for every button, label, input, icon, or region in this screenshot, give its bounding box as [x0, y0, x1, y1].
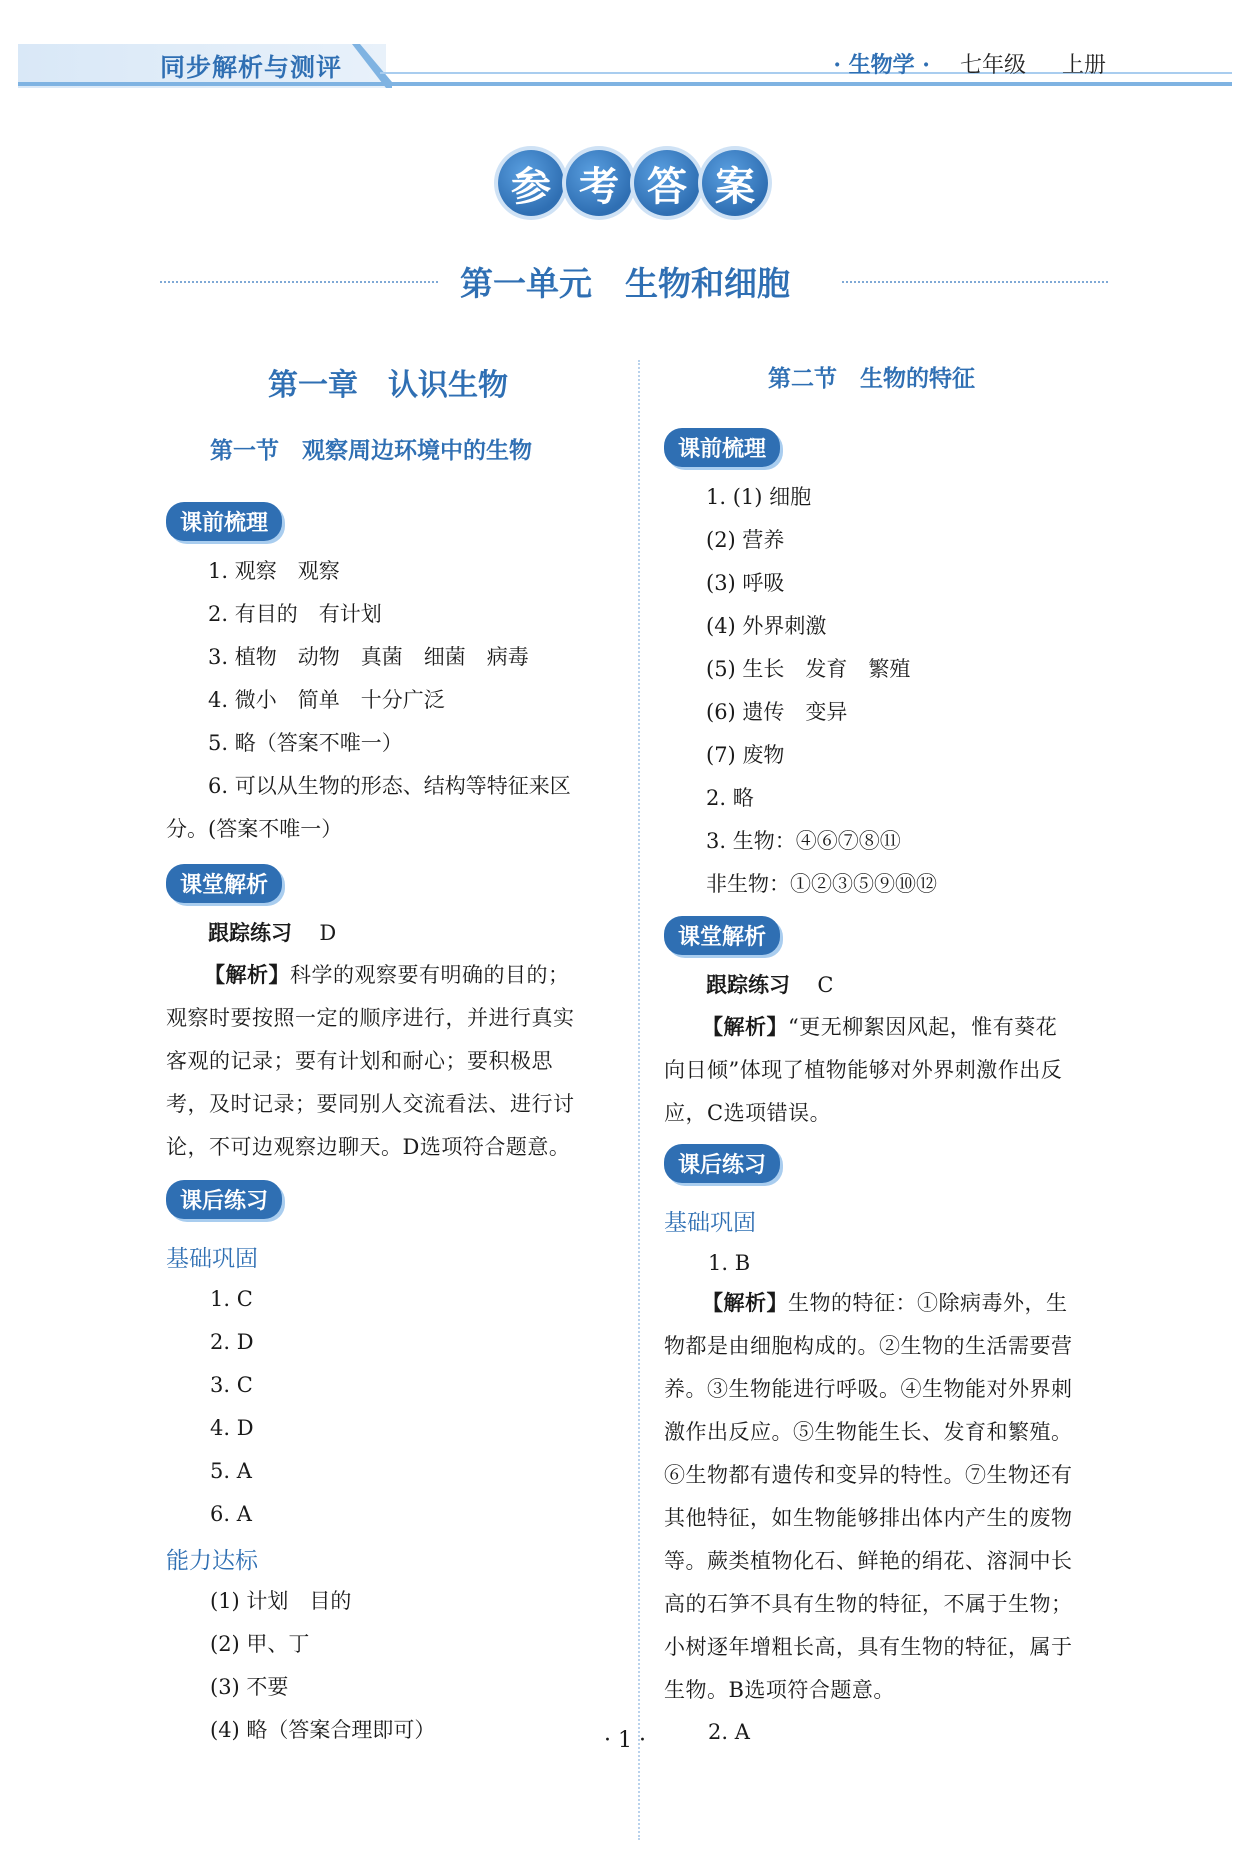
- list-item: 2. 略: [706, 786, 754, 810]
- analysis-line: 应，C选项错误。: [664, 1101, 832, 1125]
- list-item: (2) 甲、丁: [210, 1632, 310, 1656]
- title-char: 案: [702, 150, 768, 216]
- analysis-line: 激作出反应。⑤生物能生长、发育和繁殖。: [664, 1420, 1073, 1444]
- list-item: 6. A: [210, 1502, 252, 1526]
- analysis-line: 向日倾”体现了植物能够对外界刺激作出反: [664, 1058, 1063, 1082]
- list-item: (4) 略（答案合理即可）: [210, 1718, 436, 1742]
- title-char: 答: [634, 150, 700, 216]
- basic-heading: 基础巩固: [166, 1246, 258, 1272]
- tag-label: 课后练习: [664, 1144, 780, 1183]
- analysis-line: “更无柳絮因风起，惟有葵花: [788, 1015, 1058, 1039]
- track-answer: D: [319, 921, 337, 945]
- list-item: (4) 外界刺激: [706, 614, 827, 638]
- title-char: 考: [566, 150, 632, 216]
- tag-label: 课后练习: [166, 1180, 282, 1219]
- track-label: 跟踪练习: [706, 973, 790, 997]
- subject-label: · 生物学 ·: [833, 52, 930, 78]
- list-item: 分。(答案不唯一）: [166, 817, 343, 841]
- analysis-line: ⑥生物都有遗传和变异的特性。⑦生物还有: [664, 1463, 1073, 1487]
- list-item: 非生物：①②③⑤⑨⑩⑫: [706, 872, 937, 896]
- list-item: (5) 生长 发育 繁殖: [706, 657, 911, 681]
- analysis-line: 观察时要按照一定的顺序进行，并进行真实: [166, 1006, 575, 1030]
- pre-study-tag: [166, 502, 282, 541]
- list-item: 1. C: [210, 1287, 253, 1311]
- column-divider: [638, 360, 640, 1840]
- analysis-line: 论，不可边观察边聊天。D选项符合题意。: [166, 1135, 571, 1159]
- track-label: 跟踪练习: [208, 921, 292, 945]
- analysis-line: 其他特征，如生物能够排出体内产生的废物: [664, 1506, 1073, 1530]
- list-item: 3. 生物：④⑥⑦⑧⑪: [706, 829, 901, 853]
- analysis-line: 物都是由细胞构成的。②生物的生活需要营: [664, 1334, 1073, 1358]
- analysis-line: 考，及时记录；要同别人交流看法、进行讨: [166, 1092, 575, 1116]
- list-item: 2. 有目的 有计划: [208, 602, 382, 626]
- analysis-label: 【解析】: [702, 1291, 788, 1315]
- list-item: (7) 废物: [706, 743, 785, 767]
- analysis-label: 【解析】: [204, 963, 290, 987]
- class-analysis-tag: [664, 916, 780, 955]
- tag-label: 课前梳理: [166, 502, 282, 541]
- list-item: 5. 略（答案不唯一）: [208, 731, 403, 755]
- list-item: 6. 可以从生物的形态、结构等特征来区: [208, 774, 571, 798]
- list-item: 1. 观察 观察: [208, 559, 340, 583]
- list-item: 2. D: [210, 1330, 254, 1354]
- tag-label: 课堂解析: [664, 916, 780, 955]
- analysis-block: [166, 954, 618, 1169]
- list-item: 3. C: [210, 1373, 253, 1397]
- volume-label: 上册: [1061, 53, 1106, 78]
- class-analysis-tag: [166, 864, 282, 903]
- analysis-line: 养。③生物能进行呼吸。④生物能对外界刺: [664, 1377, 1073, 1401]
- after-class-tag: [664, 1144, 780, 1183]
- analysis-line: 等。蕨类植物化石、鲜艳的绢花、溶洞中长: [664, 1549, 1073, 1573]
- tag-label: 课前梳理: [664, 428, 780, 467]
- analysis-line: 小树逐年增粗长高，具有生物的特征，属于: [664, 1635, 1073, 1659]
- list-item: 3. 植物 动物 真菌 细菌 病毒: [208, 645, 529, 669]
- list-item: (1) 计划 目的: [210, 1589, 352, 1613]
- analysis-line: 生物的特征：①除病毒外，生: [788, 1291, 1068, 1315]
- section-title: 第一节 观察周边环境中的生物: [210, 438, 532, 464]
- ability-heading: 能力达标: [166, 1548, 258, 1574]
- list-item: 5. A: [210, 1459, 252, 1483]
- tag-label: 课堂解析: [166, 864, 282, 903]
- analysis-line: 科学的观察要有明确的目的；: [290, 963, 570, 987]
- unit-title: 第一单元 生物和细胞: [460, 264, 790, 303]
- page-number: · 1 ·: [604, 1728, 646, 1753]
- list-item: 1. B: [708, 1251, 751, 1275]
- chapter-title: 第一章 认识生物: [268, 368, 508, 403]
- analysis-block: [664, 1282, 1116, 1712]
- answer-key-title: [498, 150, 768, 216]
- pre-study-tag: [664, 428, 780, 467]
- list-item: 2. A: [708, 1720, 750, 1744]
- analysis-line: 生物。B选项符合题意。: [664, 1678, 895, 1702]
- list-item: (6) 遗传 变异: [706, 700, 848, 724]
- track-exercise: [208, 918, 336, 948]
- list-item: (2) 营养: [706, 528, 785, 552]
- grade-label: 七年级: [959, 53, 1026, 78]
- analysis-label: 【解析】: [702, 1015, 788, 1039]
- book-title: 同步解析与测评: [160, 53, 343, 82]
- analysis-block: [664, 1006, 1116, 1135]
- list-item: 4. 微小 简单 十分广泛: [208, 688, 445, 712]
- after-class-tag: [166, 1180, 282, 1219]
- analysis-line: 高的石笋不具有生物的特征，不属于生物；: [664, 1592, 1073, 1616]
- analysis-line: 客观的记录；要有计划和耐心；要积极思: [166, 1049, 553, 1073]
- basic-heading: 基础巩固: [664, 1210, 756, 1236]
- section-title: 第二节 生物的特征: [768, 366, 975, 392]
- list-item: 1. (1) 细胞: [706, 485, 812, 509]
- title-char: 参: [498, 150, 564, 216]
- track-answer: C: [817, 973, 834, 997]
- header-meta: [833, 48, 1106, 79]
- list-item: 4. D: [210, 1416, 254, 1440]
- track-exercise: [706, 970, 833, 1000]
- list-item: (3) 不要: [210, 1675, 289, 1699]
- list-item: (3) 呼吸: [706, 571, 785, 595]
